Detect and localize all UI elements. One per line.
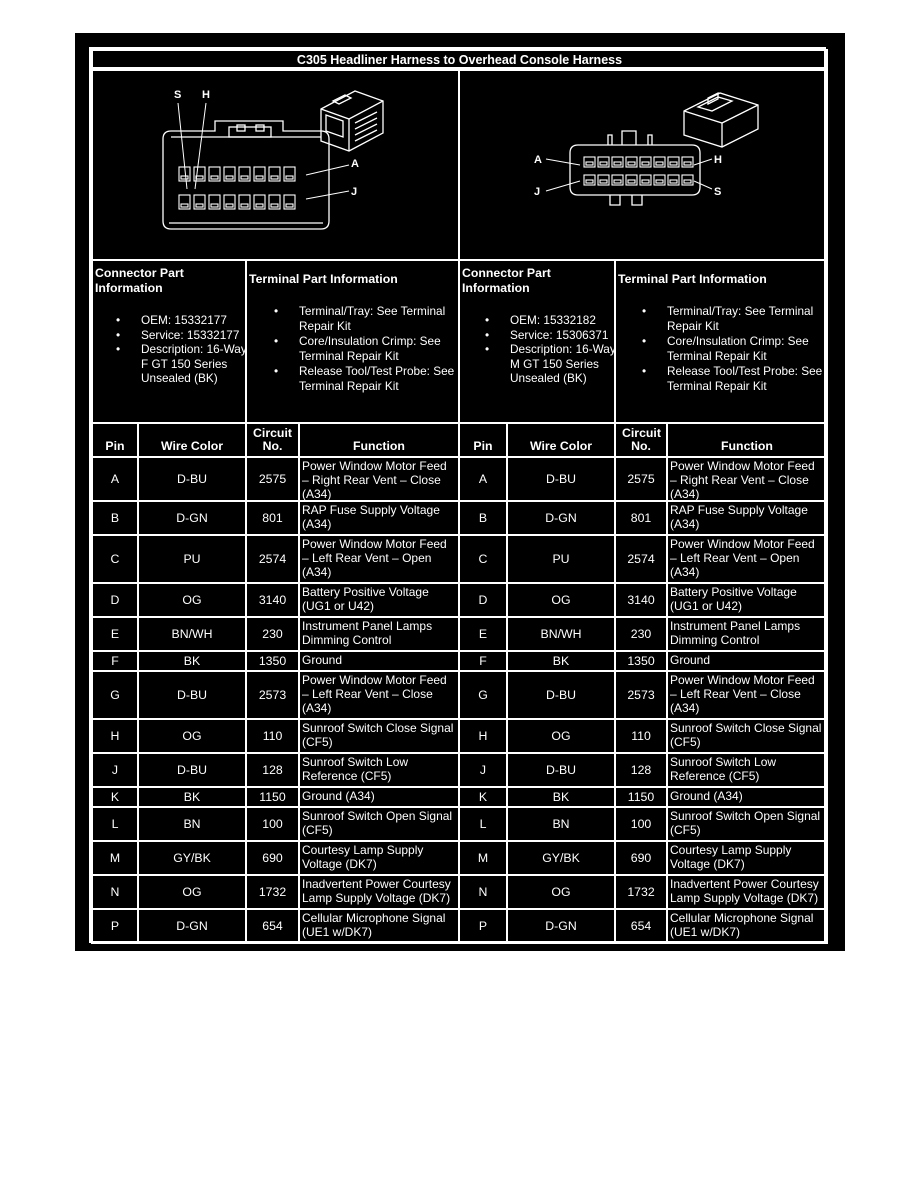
cell-pin: E (458, 616, 508, 652)
cell-function: Power Window Motor Feed – Left Rear Vent – Close (A34) (298, 670, 460, 720)
pin-blade-latch (628, 180, 635, 183)
leader-line-j (546, 181, 580, 191)
cell-pin: P (91, 908, 139, 944)
header-pin: Pin (91, 422, 139, 458)
pin-blade-latch (628, 162, 635, 165)
cell-pin: D (91, 582, 139, 618)
cell-function: Ground (298, 650, 460, 672)
pin-blade-latch (656, 162, 663, 165)
cell-wire-color: D-BU (137, 670, 247, 720)
cell-wire-color: BK (506, 650, 616, 672)
terminal-info-right (614, 259, 828, 424)
cell-function: Instrument Panel Lamps Dimming Control (298, 616, 460, 652)
cell-circuit-no: 3140 (614, 582, 668, 618)
cell-pin: H (91, 718, 139, 754)
cell-pin: F (458, 650, 508, 672)
cell-wire-color: OG (137, 718, 247, 754)
cell-wire-color: D-BU (137, 456, 247, 502)
cell-pin: H (458, 718, 508, 754)
pin-blade-latch (670, 180, 677, 183)
cell-circuit-no: 1732 (245, 874, 300, 910)
cell-pin: K (91, 786, 139, 808)
pin-cavity-latch (256, 176, 263, 179)
cell-pin: L (91, 806, 139, 842)
cell-wire-color: D-GN (506, 500, 616, 536)
pin-blade-latch (684, 180, 691, 183)
cell-function: Ground (A34) (666, 786, 828, 808)
document-sheet (75, 33, 845, 951)
cell-pin: M (91, 840, 139, 876)
cell-function: Battery Positive Voltage (UG1 or U42) (666, 582, 828, 618)
cell-pin: M (458, 840, 508, 876)
pin-cavity-latch (181, 176, 188, 179)
cell-circuit-no: 654 (245, 908, 300, 944)
table-title: C305 Headliner Harness to Overhead Console Harness (296, 53, 623, 67)
cell-function: Power Window Motor Feed – Left Rear Vent – Close (A34) (666, 670, 828, 720)
pin-cavity-latch (196, 204, 203, 207)
cell-wire-color: D-GN (137, 500, 247, 536)
pin-blade-latch (600, 162, 607, 165)
cell-wire-color: D-BU (506, 670, 616, 720)
cell-wire-color: OG (506, 582, 616, 618)
cell-circuit-no: 128 (614, 752, 668, 788)
female-connector-drawing (93, 71, 458, 259)
pin-blade-latch (684, 162, 691, 165)
cell-circuit-no: 230 (614, 616, 668, 652)
cell-wire-color: OG (137, 582, 247, 618)
leader-line-h (694, 159, 712, 165)
info-item-oem: • OEM: 15332182 (510, 313, 616, 328)
cell-wire-color: BN/WH (137, 616, 247, 652)
cell-function: Inadvertent Power Courtesy Lamp Supply Voltage (DK7) (666, 874, 828, 910)
cell-wire-color: D-BU (137, 752, 247, 788)
cell-function: Cellular Microphone Signal (UE1 w/DK7) (666, 908, 828, 944)
cell-circuit-no: 2574 (245, 534, 300, 584)
info-item-release-tool: • Release Tool/Test Probe: See Terminal Repair Kit (299, 364, 457, 393)
cell-pin: G (458, 670, 508, 720)
cell-function: Power Window Motor Feed – Left Rear Vent – Open (A34) (298, 534, 460, 584)
cell-circuit-no: 1732 (614, 874, 668, 910)
info-item-crimp: • Core/Insulation Crimp: See Terminal Repair Kit (299, 334, 457, 363)
cell-function: Ground (A34) (298, 786, 460, 808)
cell-function: Cellular Microphone Signal (UE1 w/DK7) (298, 908, 460, 944)
title-bar (91, 49, 828, 69)
cell-circuit-no: 690 (614, 840, 668, 876)
cell-circuit-no: 2575 (245, 456, 300, 502)
cell-wire-color: BN (137, 806, 247, 842)
pin-cavity-latch (271, 176, 278, 179)
cell-wire-color: BK (137, 786, 247, 808)
header-circuit-no: Circuit No. (614, 422, 668, 458)
pin-blade-latch (642, 162, 649, 165)
cell-wire-color: PU (506, 534, 616, 584)
pin-label-s: S (714, 186, 722, 198)
header-wire-color: Wire Color (506, 422, 616, 458)
connector-info-list (510, 313, 616, 386)
connector-info-right (458, 259, 616, 424)
cell-function: Sunroof Switch Close Signal (CF5) (298, 718, 460, 754)
pin-blade-latch (586, 180, 593, 183)
info-item-crimp: • Core/Insulation Crimp: See Terminal Repair Kit (667, 334, 825, 363)
male-connector-thumbnail (684, 93, 758, 147)
cell-function: Sunroof Switch Low Reference (CF5) (666, 752, 828, 788)
info-item-service: • Service: 15306371 (510, 328, 616, 343)
pin-cavity-latch (271, 204, 278, 207)
connector-info-heading: Connector Part Information (462, 266, 551, 295)
terminal-info-heading: Terminal Part Information (618, 272, 767, 286)
cell-pin: J (91, 752, 139, 788)
pin-cavity-latch (241, 204, 248, 207)
pin-cavity-latch (226, 176, 233, 179)
cell-circuit-no: 110 (245, 718, 300, 754)
pin-cavity-latch (226, 204, 233, 207)
cell-circuit-no: 230 (245, 616, 300, 652)
connector-table (89, 47, 826, 943)
cell-pin: B (458, 500, 508, 536)
pin-label-a: A (534, 154, 542, 166)
pin-label-a: A (351, 158, 359, 170)
diagram-female-connector (91, 69, 460, 261)
pin-blade-latch (600, 180, 607, 183)
cell-circuit-no: 690 (245, 840, 300, 876)
pin-cavity-latch (181, 204, 188, 207)
cell-function: Power Window Motor Feed – Right Rear Vent – Close (A34) (298, 456, 460, 502)
connector-info-list (141, 313, 247, 386)
pin-blade-latch (586, 162, 593, 165)
cell-wire-color: D-GN (137, 908, 247, 944)
header-pin: Pin (458, 422, 508, 458)
cell-circuit-no: 3140 (245, 582, 300, 618)
cell-circuit-no: 654 (614, 908, 668, 944)
pin-label-j: J (351, 186, 358, 198)
connector-info-heading: Connector Part Information (95, 266, 184, 295)
female-pin-cavities (179, 167, 295, 209)
cell-circuit-no: 1350 (614, 650, 668, 672)
cell-function: Sunroof Switch Close Signal (CF5) (666, 718, 828, 754)
cell-pin: J (458, 752, 508, 788)
cell-wire-color: OG (137, 874, 247, 910)
info-item-service: • Service: 15332177 (141, 328, 247, 343)
cell-wire-color: D-BU (506, 456, 616, 502)
leader-line-a (546, 159, 580, 165)
cell-pin: E (91, 616, 139, 652)
cell-wire-color: OG (506, 874, 616, 910)
pin-blade-latch (614, 180, 621, 183)
cell-wire-color: BN/WH (506, 616, 616, 652)
male-pin-cavities (584, 157, 693, 185)
cell-circuit-no: 801 (245, 500, 300, 536)
cell-function: Inadvertent Power Courtesy Lamp Supply Voltage (DK7) (298, 874, 460, 910)
terminal-info-left (245, 259, 460, 424)
diagram-male-connector (458, 69, 828, 261)
pin-cavity-latch (286, 176, 293, 179)
cell-pin: D (458, 582, 508, 618)
cell-wire-color: D-GN (506, 908, 616, 944)
cell-wire-color: BK (137, 650, 247, 672)
cell-pin: P (458, 908, 508, 944)
pin-blade-latch (670, 162, 677, 165)
cell-circuit-no: 1350 (245, 650, 300, 672)
cell-pin: C (458, 534, 508, 584)
cell-wire-color: OG (506, 718, 616, 754)
pin-blade-latch (642, 180, 649, 183)
cell-function: Ground (666, 650, 828, 672)
cell-function: Sunroof Switch Open Signal (CF5) (666, 806, 828, 842)
cell-pin: N (458, 874, 508, 910)
cell-function: RAP Fuse Supply Voltage (A34) (666, 500, 828, 536)
cell-pin: A (91, 456, 139, 502)
cell-wire-color: BK (506, 786, 616, 808)
cell-circuit-no: 110 (614, 718, 668, 754)
pin-label-j: J (534, 186, 541, 198)
cell-circuit-no: 100 (245, 806, 300, 842)
cell-function: Sunroof Switch Low Reference (CF5) (298, 752, 460, 788)
pin-label-h: H (202, 89, 210, 101)
cell-pin: C (91, 534, 139, 584)
header-circuit-no: Circuit No. (245, 422, 300, 458)
cell-pin: F (91, 650, 139, 672)
cell-wire-color: GY/BK (137, 840, 247, 876)
cell-wire-color: GY/BK (506, 840, 616, 876)
cell-pin: N (91, 874, 139, 910)
info-item-oem: • OEM: 15332177 (141, 313, 247, 328)
cell-circuit-no: 2573 (614, 670, 668, 720)
leader-line-j (306, 191, 349, 199)
cell-pin: L (458, 806, 508, 842)
header-function: Function (666, 422, 828, 458)
info-item-description: • Description: 16-Way M GT 150 Series Unsealed (BK) (510, 342, 616, 386)
cell-function: Power Window Motor Feed – Right Rear Vent – Close (A34) (666, 456, 828, 502)
cell-function: Courtesy Lamp Supply Voltage (DK7) (666, 840, 828, 876)
cell-circuit-no: 2574 (614, 534, 668, 584)
cell-function: Instrument Panel Lamps Dimming Control (666, 616, 828, 652)
pin-label-s: S (174, 89, 182, 101)
pin-blade-latch (614, 162, 621, 165)
pin-cavity-latch (286, 204, 293, 207)
cell-circuit-no: 1150 (245, 786, 300, 808)
cell-function: Sunroof Switch Open Signal (CF5) (298, 806, 460, 842)
cell-function: Power Window Motor Feed – Left Rear Vent – Open (A34) (666, 534, 828, 584)
cell-circuit-no: 801 (614, 500, 668, 536)
leader-line-a (306, 165, 349, 175)
cell-function: Battery Positive Voltage (UG1 or U42) (298, 582, 460, 618)
cell-function: Courtesy Lamp Supply Voltage (DK7) (298, 840, 460, 876)
header-function: Function (298, 422, 460, 458)
pin-cavity-latch (256, 204, 263, 207)
pin-cavity-latch (241, 176, 248, 179)
cell-pin: A (458, 456, 508, 502)
cell-pin: G (91, 670, 139, 720)
cell-circuit-no: 1150 (614, 786, 668, 808)
info-item-description: • Description: 16-Way F GT 150 Series Unsealed (BK) (141, 342, 247, 386)
cell-pin: K (458, 786, 508, 808)
pin-cavity-latch (211, 204, 218, 207)
pin-blade-latch (656, 180, 663, 183)
cell-wire-color: BN (506, 806, 616, 842)
male-connector-drawing (460, 71, 826, 259)
leader-line-s (694, 181, 712, 189)
cell-wire-color: PU (137, 534, 247, 584)
cell-circuit-no: 128 (245, 752, 300, 788)
info-item-release-tool: • Release Tool/Test Probe: See Terminal Repair Kit (667, 364, 825, 393)
terminal-info-heading: Terminal Part Information (249, 272, 398, 286)
cell-pin: B (91, 500, 139, 536)
cell-function: RAP Fuse Supply Voltage (A34) (298, 500, 460, 536)
pin-cavity-latch (211, 176, 218, 179)
cell-circuit-no: 2573 (245, 670, 300, 720)
cell-wire-color: D-BU (506, 752, 616, 788)
cell-circuit-no: 100 (614, 806, 668, 842)
terminal-info-list (299, 304, 457, 393)
female-connector-thumbnail (321, 91, 383, 151)
pin-label-h: H (714, 154, 722, 166)
cell-circuit-no: 2575 (614, 456, 668, 502)
terminal-info-list (667, 304, 825, 393)
info-item-terminal: • Terminal/Tray: See Terminal Repair Kit (667, 304, 825, 333)
connector-info-left (91, 259, 247, 424)
info-item-terminal: • Terminal/Tray: See Terminal Repair Kit (299, 304, 457, 333)
header-wire-color: Wire Color (137, 422, 247, 458)
